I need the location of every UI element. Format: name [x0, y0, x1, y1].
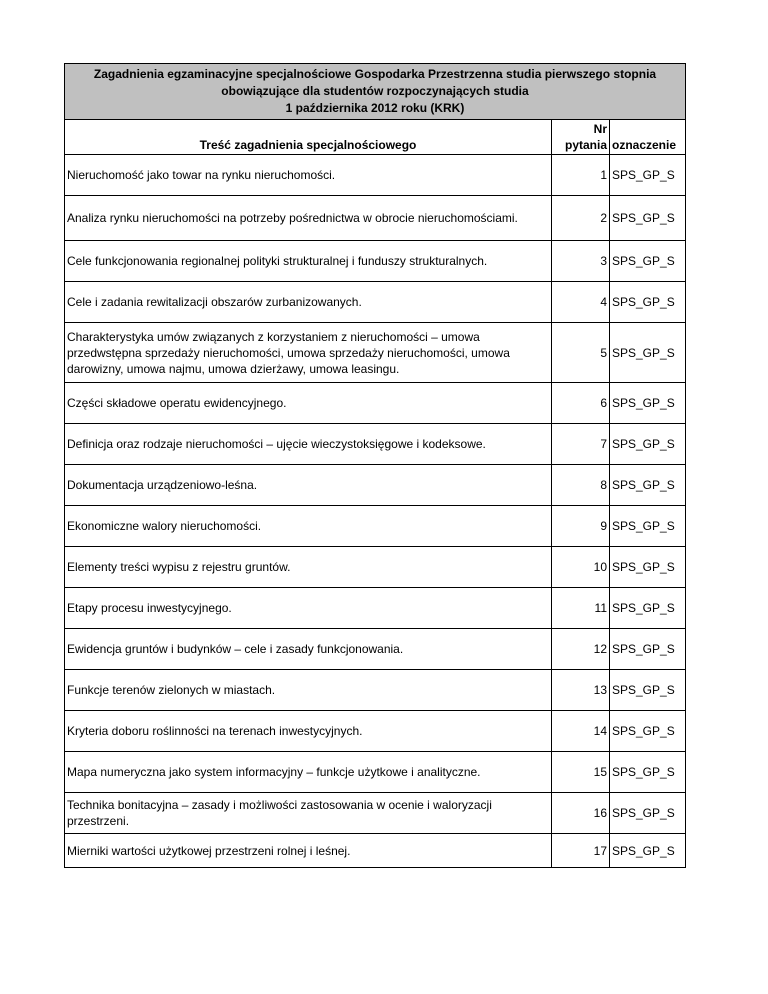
topic-text: Etapy procesu inwestycyjnego.: [65, 588, 552, 629]
question-number: 14: [552, 711, 610, 752]
question-number: 3: [552, 241, 610, 282]
table-row: [65, 424, 686, 465]
topic-code: SPS_GP_S: [610, 383, 686, 424]
topic-text: Kryteria doboru roślinności na terenach inwestycyjnych.: [65, 711, 552, 752]
topic-text: Funkcje terenów zielonych w miastach.: [65, 670, 552, 711]
table-row: [65, 241, 686, 282]
table-row: [65, 282, 686, 323]
question-number: 6: [552, 383, 610, 424]
table-row: [65, 588, 686, 629]
topic-code: SPS_GP_S: [610, 588, 686, 629]
title-line-2: obowiązujące dla studentów rozpoczynających studia: [221, 84, 529, 98]
topic-text: Analiza rynku nieruchomości na potrzeby pośrednictwa w obrocie nieruchomościami.: [65, 196, 552, 241]
header-nr-line-2: pytania: [564, 138, 607, 152]
topic-code: SPS_GP_S: [610, 834, 686, 868]
topic-code: SPS_GP_S: [610, 241, 686, 282]
topic-text: Technika bonitacyjna – zasady i możliwości zastosowania w ocenie i waloryzacji przestrzeni.: [65, 793, 552, 834]
topic-text: Definicja oraz rodzaje nieruchomości – ujęcie wieczystoksięgowe i kodeksowe.: [65, 424, 552, 465]
title-line-1: Zagadnienia egzaminacyjne specjalnościowe Gospodarka Przestrzenna studia pierwszego stopnia: [93, 67, 657, 81]
topic-code: SPS_GP_S: [610, 155, 686, 196]
question-number: 9: [552, 506, 610, 547]
topic-text: Mierniki wartości użytkowej przestrzeni rolnej i leśnej.: [65, 834, 552, 868]
topic-code: SPS_GP_S: [610, 793, 686, 834]
table-row: [65, 711, 686, 752]
topic-code: SPS_GP_S: [610, 670, 686, 711]
topic-code: SPS_GP_S: [610, 711, 686, 752]
topic-code: SPS_GP_S: [610, 506, 686, 547]
table-row: [65, 383, 686, 424]
question-number: 11: [552, 588, 610, 629]
header-content: Treść zagadnienia specjalnościowego: [65, 120, 552, 155]
table-row: [65, 670, 686, 711]
topic-text: Charakterystyka umów związanych z korzystaniem z nieruchomości – umowa przedwstępna sprzedaży nieruchomości, umowa sprzedaży nieruchomości, umowa darowizny, umowa najmu, umowa dzierżawy, umowa leasingu.: [65, 323, 552, 383]
topic-code: SPS_GP_S: [610, 629, 686, 670]
topic-text: Nieruchomość jako towar na rynku nieruchomości.: [65, 155, 552, 196]
exam-topics-table: [64, 63, 686, 868]
question-number: 16: [552, 793, 610, 834]
header-code: oznaczenie: [610, 120, 686, 155]
table-row: [65, 547, 686, 588]
question-number: 1: [552, 155, 610, 196]
table-row: [65, 323, 686, 383]
topic-code: SPS_GP_S: [610, 547, 686, 588]
header-nr-line-1: Nr: [593, 122, 607, 136]
header-question-number: [552, 120, 610, 155]
title-row: [65, 64, 686, 120]
exam-topics-sheet: [64, 63, 685, 868]
question-number: 2: [552, 196, 610, 241]
question-number: 7: [552, 424, 610, 465]
question-number: 17: [552, 834, 610, 868]
topic-text: Elementy treści wypisu z rejestru gruntów.: [65, 547, 552, 588]
question-number: 15: [552, 752, 610, 793]
table-row: [65, 752, 686, 793]
table-row: [65, 465, 686, 506]
table-title: [65, 64, 686, 120]
table-row: [65, 196, 686, 241]
question-number: 8: [552, 465, 610, 506]
topic-code: SPS_GP_S: [610, 465, 686, 506]
topic-text: Cele i zadania rewitalizacji obszarów zurbanizowanych.: [65, 282, 552, 323]
question-number: 4: [552, 282, 610, 323]
table-row: [65, 629, 686, 670]
table-row: [65, 834, 686, 868]
topic-text: Ekonomiczne walory nieruchomości.: [65, 506, 552, 547]
question-number: 13: [552, 670, 610, 711]
topic-text: Mapa numeryczna jako system informacyjny – funkcje użytkowe i analityczne.: [65, 752, 552, 793]
question-number: 12: [552, 629, 610, 670]
topic-code: SPS_GP_S: [610, 196, 686, 241]
topic-text: Ewidencja gruntów i budynków – cele i zasady funkcjonowania.: [65, 629, 552, 670]
topic-code: SPS_GP_S: [610, 323, 686, 383]
table-row: [65, 793, 686, 834]
topic-text: Części składowe operatu ewidencyjnego.: [65, 383, 552, 424]
question-number: 10: [552, 547, 610, 588]
topic-code: SPS_GP_S: [610, 282, 686, 323]
topic-code: SPS_GP_S: [610, 752, 686, 793]
table-row: [65, 506, 686, 547]
topic-code: SPS_GP_S: [610, 424, 686, 465]
topic-text: Dokumentacja urządzeniowo-leśna.: [65, 465, 552, 506]
question-number: 5: [552, 323, 610, 383]
header-row: [65, 120, 686, 155]
topic-text: Cele funkcjonowania regionalnej polityki strukturalnej i funduszy strukturalnych.: [65, 241, 552, 282]
title-line-3: 1 października 2012 roku (KRK): [285, 101, 465, 115]
table-row: [65, 155, 686, 196]
